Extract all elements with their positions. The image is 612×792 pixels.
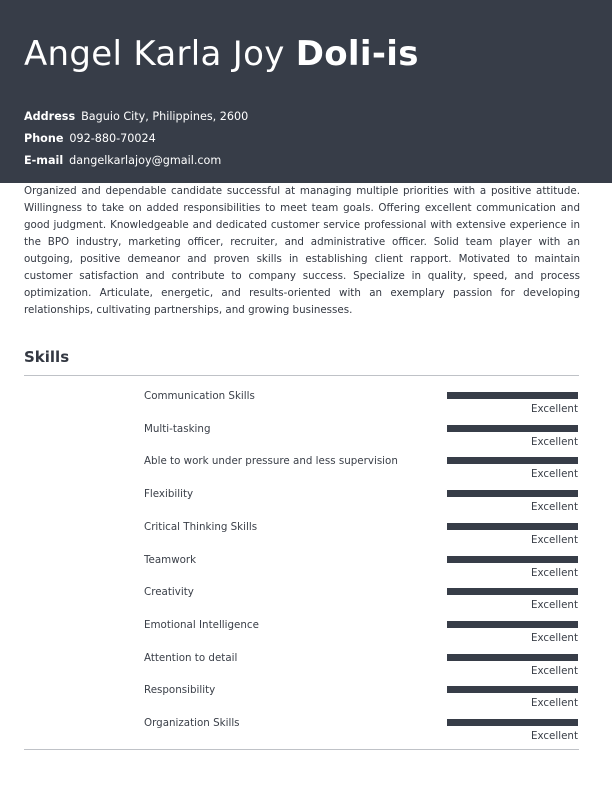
skill-name: Responsibility <box>144 684 216 697</box>
skill-row <box>0 554 612 587</box>
skill-level-fill <box>447 490 578 497</box>
skills-heading: Skills <box>24 348 70 366</box>
skill-level-bar <box>447 556 578 563</box>
first-names: Angel Karla Joy <box>24 34 285 74</box>
skill-level-bar <box>447 588 578 595</box>
phone-label: Phone <box>24 132 64 145</box>
skill-level-label: Excellent <box>530 697 578 710</box>
skill-name: Critical Thinking Skills <box>144 520 258 533</box>
skill-level-bar <box>447 621 578 628</box>
address-line <box>24 110 248 123</box>
email-label: E-mail <box>24 154 64 167</box>
skill-level-label: Excellent <box>530 566 578 579</box>
skill-name: Teamwork <box>144 553 197 566</box>
skill-level-label: Excellent <box>530 435 578 448</box>
resume-header <box>0 0 612 183</box>
skill-level-fill <box>447 392 578 399</box>
skill-level-bar <box>447 392 578 399</box>
skills-divider-bottom <box>24 749 579 750</box>
skill-name: Organization Skills <box>144 717 240 729</box>
address-label: Address <box>24 110 76 123</box>
skill-row <box>0 619 612 652</box>
skill-level-bar <box>447 523 578 530</box>
skill-level-label: Excellent <box>530 730 578 742</box>
skill-row <box>0 390 612 423</box>
skill-name: Flexibility <box>144 488 194 501</box>
skill-name: Attention to detail <box>144 651 238 664</box>
skill-row <box>0 586 612 619</box>
skill-name: Emotional Intelligence <box>144 618 259 631</box>
phone-line <box>24 132 156 145</box>
skill-row <box>0 717 612 750</box>
skill-level-bar <box>447 686 578 693</box>
skill-row <box>0 488 612 521</box>
address-value: Baguio City, Philippines, 2600 <box>81 110 249 123</box>
skill-level-fill <box>447 686 578 693</box>
skill-level-fill <box>447 556 578 563</box>
candidate-name <box>24 36 419 73</box>
skill-level-fill <box>447 588 578 595</box>
skill-level-bar <box>447 425 578 432</box>
skill-level-label: Excellent <box>530 664 578 677</box>
skill-name: Creativity <box>144 586 194 599</box>
skill-level-fill <box>447 621 578 628</box>
skill-row <box>0 521 612 554</box>
skill-level-label: Excellent <box>530 599 578 612</box>
skill-level-fill <box>447 654 578 661</box>
skill-level-bar <box>447 654 578 661</box>
skill-row <box>0 455 612 488</box>
last-name: Doli-is <box>295 34 419 74</box>
email-value[interactable]: dangelkarlajoy@gmail.com <box>69 154 222 167</box>
skill-level-bar <box>447 457 578 464</box>
skill-level-label: Excellent <box>530 631 578 644</box>
skill-level-bar <box>447 719 578 726</box>
phone-value: 092-880-70024 <box>69 132 156 145</box>
skill-row <box>0 684 612 717</box>
email-line <box>24 154 221 167</box>
skill-level-label: Excellent <box>530 468 578 481</box>
skill-name: Able to work under pressure and less supervision <box>144 455 398 468</box>
professional-summary: Organized and dependable candidate successful at managing multiple priorities with a positive attitude. Willingness to take on added responsibilities to meet team goals. Offering excellent communication and good judgment. Knowledgeable and dedicated customer service professional with extensive experience in the BPO industry, marketing officer, recruiter, and administrative officer. Solid team player with an outgoing, positive demeanor and proven skills in establishing client rapport. Motivated to maintain customer satisfaction and contribute to company success. Specialize in quality, speed, and process optimization. Articulate, energetic, and results-oriented with an exemplary passion for developing relationships, cultivating partnerships, and growing businesses. <box>24 185 580 316</box>
skill-level-label: Excellent <box>530 403 578 415</box>
skill-name: Communication Skills <box>144 390 255 402</box>
skill-level-label: Excellent <box>530 501 578 514</box>
skills-divider-top <box>24 375 579 376</box>
skill-level-bar <box>447 490 578 497</box>
skill-level-fill <box>447 523 578 530</box>
skill-row <box>0 652 612 685</box>
skill-level-fill <box>447 719 578 726</box>
skill-name: Multi-tasking <box>144 422 211 435</box>
skill-level-label: Excellent <box>530 533 578 546</box>
skill-level-fill <box>447 457 578 464</box>
skill-level-fill <box>447 425 578 432</box>
skill-row <box>0 423 612 456</box>
